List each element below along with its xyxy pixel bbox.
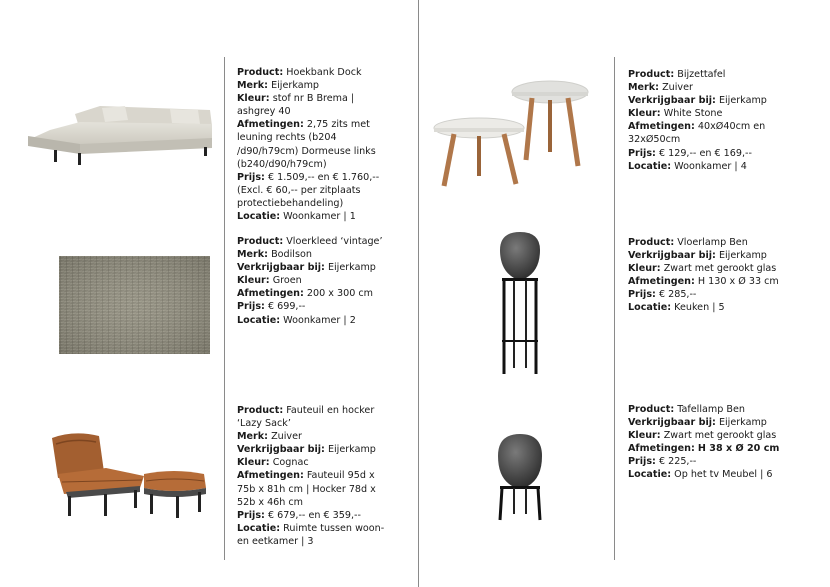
left-column-divider (224, 57, 225, 560)
rug-icon (58, 255, 211, 355)
floor-lamp-icon (490, 228, 550, 380)
product-entry-2: Product: Vloerkleed ‘vintage’ Merk: Bodilson Verkrijgbaar bij: Eijerkamp Kleur: Groen Afmetingen: 200 x 300 cm Prijs: € 699,-- Locatie: Woonkamer | 2 (237, 236, 383, 326)
armchair-ottoman-icon (44, 430, 214, 530)
center-page-divider (418, 0, 419, 587)
table-lamp-icon (488, 430, 552, 525)
side-tables-icon (432, 78, 602, 190)
product-entry-1: Product: Hoekbank Dock Merk: Eijerkamp Kleur: stof nr B Brema | ashgrey 40 Afmetingen: 2,75 zits met leuning rechts (b204 /d90/h79cm) Dormeuse links (b240/d90/h79cm) Prijs: € 1.509,-- en € 1.760,-- (Excl. € 60,-- per zitplaats protectiebehandeling) Locatie: Woonkamer | 1 (237, 67, 380, 223)
product-entry-4: Product: Bijzettafel Merk: Zuiver Verkrijgbaar bij: Eijerkamp Kleur: White Stone Afmetingen: 40xØ40cm en 32xØ50cm Prijs: € 129,-- en € 169,-- Locatie: Woonkamer | 4 (628, 69, 767, 172)
product-entry-5: Product: Vloerlamp Ben Verkrijgbaar bij: Eijerkamp Kleur: Zwart met gerookt glas Afmetingen: H 130 x Ø 33 cm Prijs: € 285,-- Locatie: Keuken | 5 (628, 237, 779, 314)
product-entry-6: Product: Tafellamp Ben Verkrijgbaar bij: Eijerkamp Kleur: Zwart met gerookt glas Afmetingen: H 38 x Ø 20 cm Prijs: € 225,-- Locatie: Op het tv Meubel | 6 (628, 404, 780, 481)
corner-sofa-icon (20, 100, 218, 170)
product-entry-3: Product: Fauteuil en hocker ‘Lazy Sack’ Merk: Zuiver Verkrijgbaar bij: Eijerkamp Kleur: Cognac Afmetingen: Fauteuil 95d x 75b x 81h cm | Hocker 78d x 52b x 46h cm Prijs: € 679,-- en € 359,-- Locatie: Ruimte tussen woon- en eetkamer | 3 (237, 405, 385, 547)
right-column-divider (614, 57, 615, 560)
